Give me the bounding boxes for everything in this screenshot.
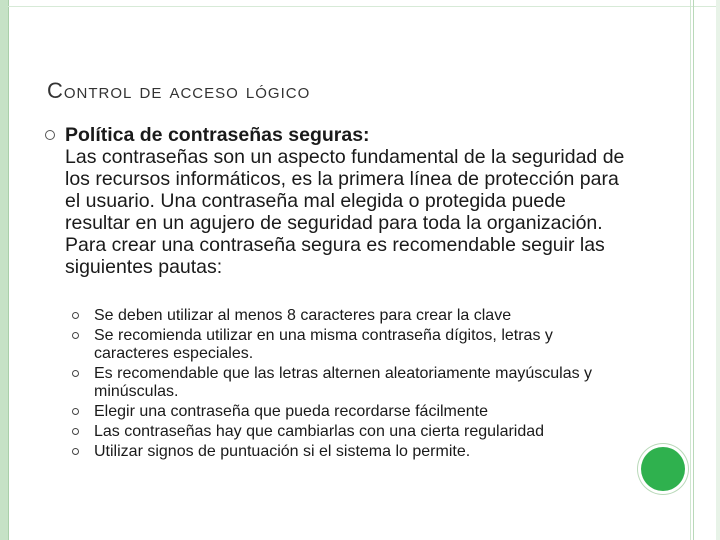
- main-bullet: [65, 124, 625, 278]
- sub-bullet-item: [72, 327, 632, 363]
- decorative-green-circle: [641, 447, 685, 491]
- right-frame-line: [693, 0, 694, 540]
- sub-bullet-item: [72, 403, 632, 421]
- top-frame-line: [8, 6, 720, 7]
- sub-bullet-text: Es recomendable que las letras alternen aleatoriamente mayúsculas y minúsculas.: [94, 365, 593, 400]
- slide-title: Control de acceso lógico: [47, 78, 311, 103]
- sub-bullet-list: [72, 307, 632, 463]
- left-frame-bar: [0, 0, 9, 540]
- small-circle-bullet-icon: [72, 332, 79, 339]
- sub-bullet-item: [72, 307, 632, 325]
- main-bullet-body: Las contraseñas son un aspecto fundamental de la seguridad de los recursos informáticos, es la primera línea de protección para el usuario. Una contraseña mal elegida o protegida puede resultar en un agujero de seguridad para toda la organización. Para crear una contraseña segura es recomendable seguir las siguientes pautas:: [65, 146, 625, 278]
- sub-bullet-text: Las contraseñas hay que cambiarlas con una cierta regularidad: [94, 423, 545, 440]
- sub-bullet-text: Utilizar signos de puntuación si el sistema lo permite.: [94, 443, 471, 460]
- small-circle-bullet-icon: [72, 408, 79, 415]
- hollow-circle-bullet-icon: [45, 130, 55, 140]
- sub-bullet-item: [72, 365, 632, 401]
- sub-bullet-item: [72, 443, 632, 461]
- main-bullet-heading: Política de contraseñas seguras:: [65, 124, 370, 146]
- small-circle-bullet-icon: [72, 312, 79, 319]
- small-circle-bullet-icon: [72, 448, 79, 455]
- right-frame-line: [690, 0, 691, 540]
- small-circle-bullet-icon: [72, 370, 79, 377]
- sub-bullet-text: Elegir una contraseña que pueda recordarse fácilmente: [94, 403, 489, 420]
- right-frame-strip: [716, 0, 720, 540]
- small-circle-bullet-icon: [72, 428, 79, 435]
- sub-bullet-item: [72, 423, 632, 441]
- sub-bullet-text: Se recomienda utilizar en una misma contraseña dígitos, letras y caracteres especiales.: [94, 327, 553, 362]
- sub-bullet-text: Se deben utilizar al menos 8 caracteres para crear la clave: [94, 307, 512, 324]
